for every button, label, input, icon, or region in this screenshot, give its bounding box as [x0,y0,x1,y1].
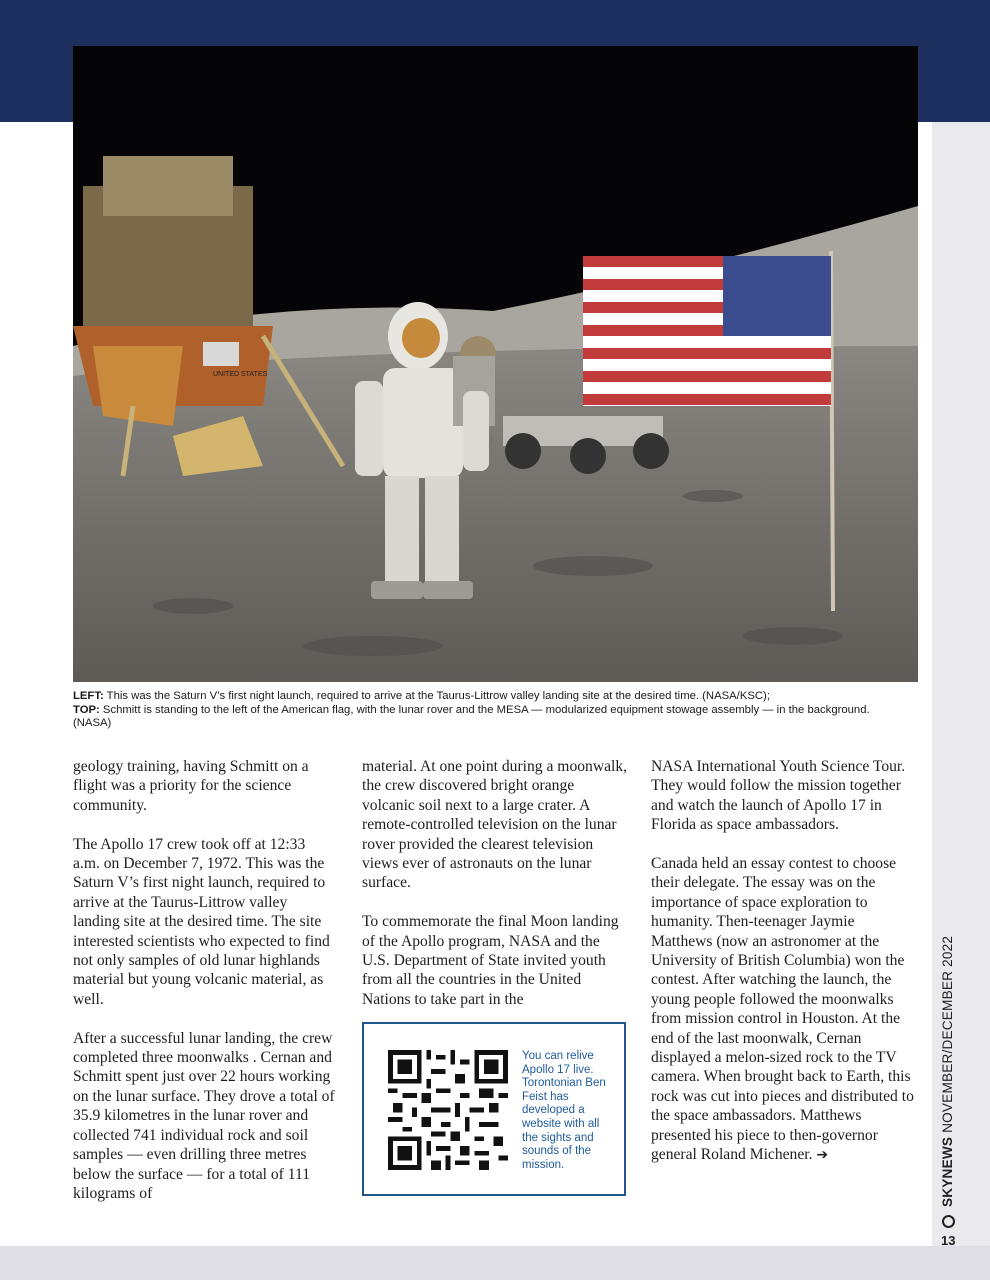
moon-photo [73,46,918,682]
paragraph [651,854,917,1166]
photo-caption [73,690,903,731]
paragraph: geology training, having Schmitt on a flight was a priority for the science community. [73,758,309,814]
qr-callout [362,1022,626,1196]
issue-date: NOVEMBER/DECEMBER 2022 [940,935,955,1137]
paragraph: material. At one point during a moonwalk, the crew discovered bright orange volcanic soil next to a large crater. A remote-controlled television on the lunar rover provided the clearest television views ever of astronauts on the lunar surface. [362,758,628,892]
caption-top-text: Schmitt is standing to the left of the American flag, with the lunar rover and the MESA — modularized equipment stowage assembly — in the background. (NASA) [73,703,870,730]
running-footer [940,936,955,1228]
qr-code[interactable] [388,1050,508,1170]
caption-left-label: LEFT: [73,690,104,702]
paragraph-text: Canada held an essay contest to choose their delegate. The essay was on the importance of space exploration to humanity. Then-teenager Jaymie Matthews (now an astronomer at the University of British Columbia) won the contest. After watching the launch, the young people followed the moonwalks from mission control in Houston. At the end of the last moonwalk, Cernan displayed a melon-sized rock to the TV camera. When brought back to Earth, this rock was cut into pieces and distributed to the space ambassadors. Matthews presented his piece to then-governor general Roland Michener. [651,855,914,1164]
paragraph: NASA International Youth Science Tour. They would follow the mission together and watch the launch of Apollo 17 in Florida as space ambassadors. [651,758,906,834]
paragraph: After a successful lunar landing, the crew completed three moonwalks . Cernan and Schmitt spent just over 22 hours working on the lunar surface. They drove a total of 35.9 kilometres in the lunar rover and collected 741 individual rock and soil samples — even drilling three metres below the surface — for a total of 111 kilograms of [73,1029,335,1202]
bottom-strip [0,1246,990,1280]
qr-callout-text: You can relive Apollo 17 live. Torontonian Ben Feist has developed a website with all the sights and sounds of the mission. [522,1050,606,1171]
caption-top-label: TOP: [73,703,100,716]
svg-text:UNITED STATES: UNITED STATES [213,371,268,378]
brand-name: SKYNEWS [940,1136,955,1207]
page-number: 13 [941,1233,956,1248]
article-column-2 [362,757,630,1029]
article-column-3 [651,757,917,1185]
paragraph: The Apollo 17 crew took off at 12:33 a.m. on December 7, 1972. This was the Saturn V’s first night launch, required to arrive at the Taurus-Littrow valley landing site at the desired time. The site interested scientists who expected to find not only samples of old lunar highlands material but young volcanic material, as well. [73,835,330,1008]
skynews-logo-icon [942,1215,955,1228]
paragraph: To commemorate the final Moon landing of the Apollo program, NASA and the U.S. Department of State invited youth from all the countries in the United Nations to take part in the [362,913,619,1008]
end-arrow-icon: ➔ [816,1147,829,1164]
caption-left-text: This was the Saturn V’s first night launch, required to arrive at the Taurus-Littrow valley landing site at the desired time. (NASA/KSC); [103,690,770,702]
article-column-1 [73,757,335,1223]
